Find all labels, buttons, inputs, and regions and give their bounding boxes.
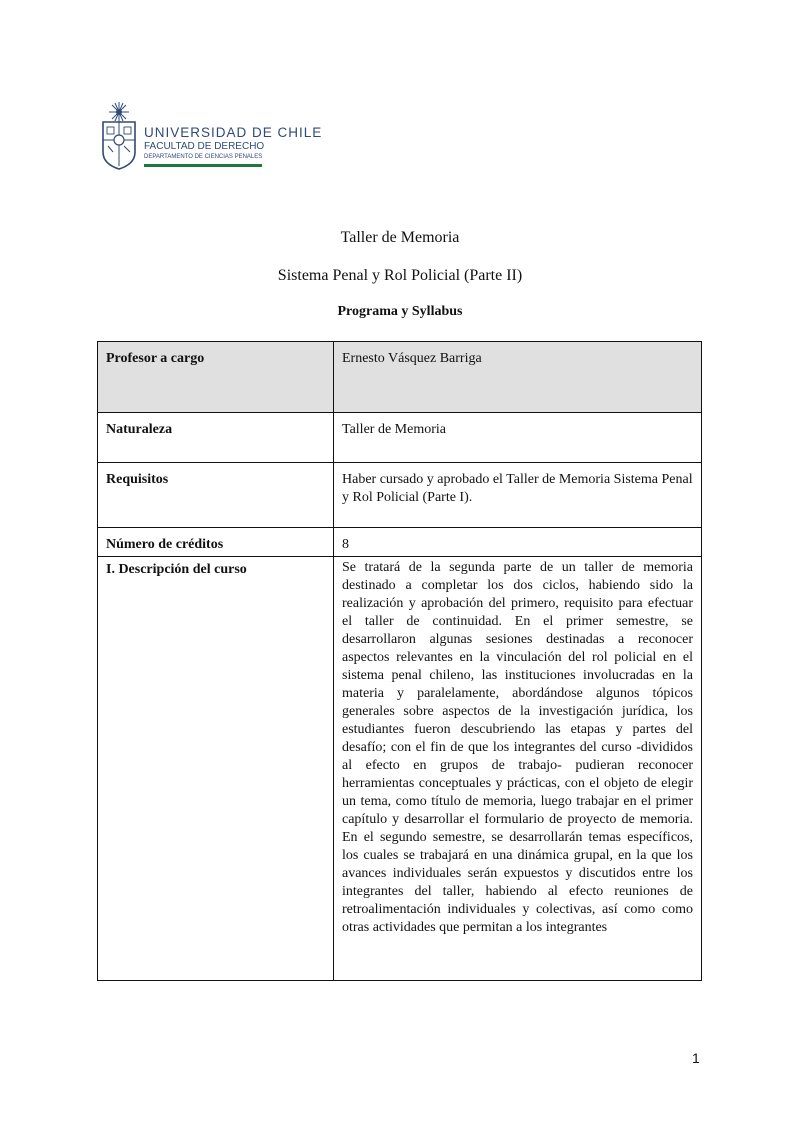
value-descripcion: Se tratará de la segunda parte de un taller de memoria destinado a completar los dos ciclos, habiendo sido la realización y aprobación del primero, requisito para efectuar el taller de continuidad. En el primer semestre, se desarrollaron algunas sesiones destinadas a reconocer aspectos relevantes en la vinculación del rol policial en el sistema penal chileno, las instituciones involucradas en la materia y paralelamente, abordándose algunos tópicos generales sobre aspectos de la investigación jurídica, los estudiantes fueron descubriendo las etapas y partes del desafío; con el fin de que los integrantes del curso -divididos al efecto en grupos de trabajo- pudieran reconocer herramientas conceptuales y prácticas, con el objeto de elegir un tema, como título de memoria, luego trabajar en el primer capítulo y desarrollar el formulario de proyecto de memoria. En el segundo semestre, se desarrollarán temas específicos, los cuales se trabajará en una dinámica grupal, en la que los avances individuales serán expuestos y discutidos entre los integrantes del taller, habiendo al efecto reuniones de retroalimentación individuales y colectivas, así como como otras actividades que permitan a los integrantes <box>334 557 702 981</box>
table-row-creditos <box>98 528 702 557</box>
logo-university-name: UNIVERSIDAD DE CHILE <box>144 125 323 140</box>
university-logo <box>100 100 323 172</box>
logo-green-bar <box>144 164 262 167</box>
university-seal-icon <box>100 100 138 170</box>
label-descripcion: I. Descripción del curso <box>98 557 334 981</box>
label-naturaleza: Naturaleza <box>98 413 334 463</box>
section-heading: Programa y Syllabus <box>337 304 463 319</box>
syllabus-table <box>97 341 702 981</box>
label-creditos: Número de créditos <box>98 528 334 557</box>
table-row-profesor <box>98 342 702 413</box>
document-title: Taller de Memoria <box>340 229 460 246</box>
page-number: 1 <box>692 1050 700 1066</box>
table-row-naturaleza <box>98 413 702 463</box>
value-naturaleza: Taller de Memoria <box>334 413 702 463</box>
value-profesor: Ernesto Vásquez Barriga <box>334 342 702 413</box>
value-creditos: 8 <box>334 528 702 557</box>
label-requisitos: Requisitos <box>98 463 334 528</box>
logo-faculty-name: FACULTAD DE DERECHO <box>144 141 265 152</box>
table-row-requisitos <box>98 463 702 528</box>
logo-department-name: DEPARTAMENTO DE CIENCIAS PENALES <box>144 154 263 160</box>
table-row-descripcion <box>98 557 702 981</box>
value-requisitos: Haber cursado y aprobado el Taller de Memoria Sistema Penal y Rol Policial (Parte I). <box>334 463 702 528</box>
label-profesor: Profesor a cargo <box>98 342 334 413</box>
document-subtitle: Sistema Penal y Rol Policial (Parte II) <box>277 267 523 284</box>
